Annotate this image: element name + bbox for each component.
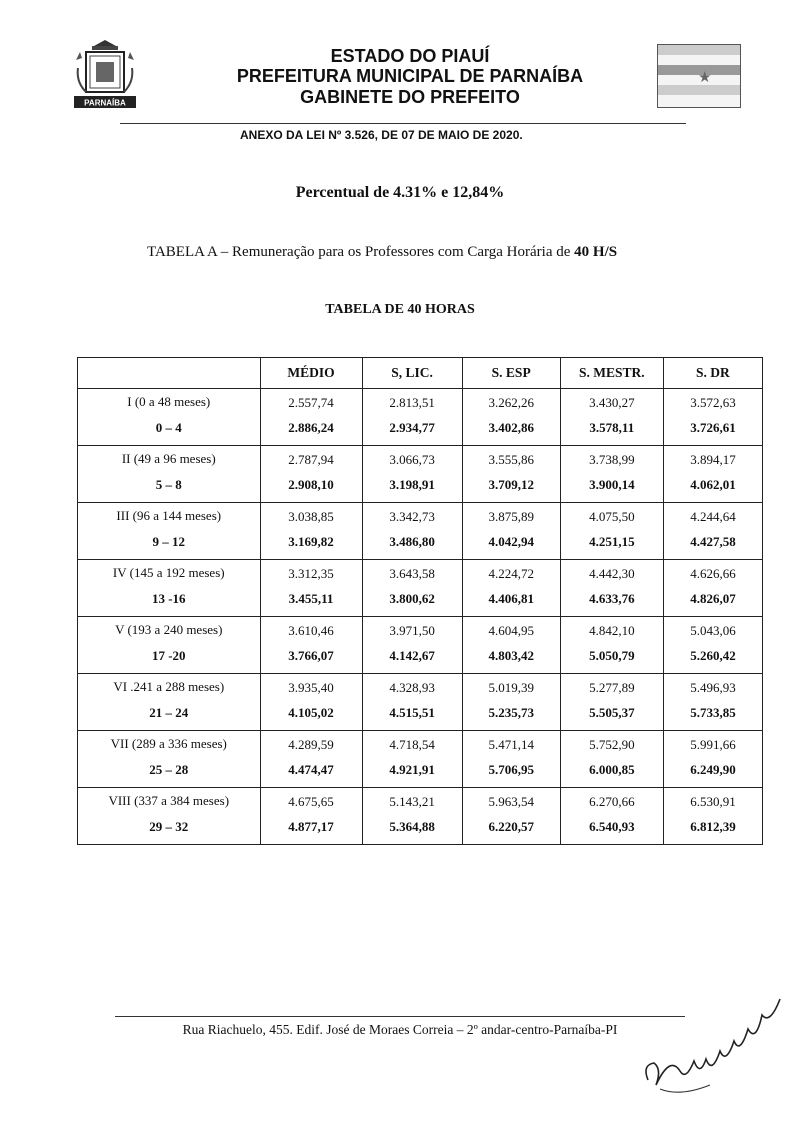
- salary-cell: [663, 617, 762, 674]
- state-flag-icon: ★: [657, 44, 741, 108]
- header-gabinete: GABINETE DO PREFEITO: [300, 87, 520, 107]
- salary-cell: [560, 446, 663, 503]
- salary-value: 3.935,40: [288, 680, 334, 695]
- salary-value: 5.963,54: [488, 794, 534, 809]
- level-range: 25 – 28: [149, 762, 189, 777]
- level-range: 0 – 4: [155, 420, 182, 435]
- salary-cell: [260, 560, 362, 617]
- salary-adjusted-value: 4.406,81: [488, 591, 534, 606]
- salary-value: 3.066,73: [389, 452, 435, 467]
- salary-value: 5.043,06: [690, 623, 736, 638]
- salary-value: 2.557,74: [288, 395, 334, 410]
- column-header-medio: MÉDIO: [260, 358, 362, 389]
- salary-adjusted-value: 5.364,88: [389, 819, 435, 834]
- salary-value: 3.894,17: [690, 452, 736, 467]
- salary-cell: [462, 560, 560, 617]
- salary-adjusted-value: 3.402,86: [488, 420, 534, 435]
- salary-adjusted-value: 2.934,77: [389, 420, 435, 435]
- salary-value: 5.143,21: [389, 794, 435, 809]
- tabela-a-hours: 40 H/S: [574, 244, 618, 260]
- salary-cell: [260, 674, 362, 731]
- salary-value: 3.610,46: [288, 623, 334, 638]
- header-state: ESTADO DO PIAUÍ: [330, 46, 490, 66]
- salary-adjusted-value: 3.198,91: [389, 477, 435, 492]
- footer-divider: [115, 1016, 685, 1017]
- salary-cell: [663, 560, 762, 617]
- level-label: II (49 a 96 meses): [121, 451, 216, 466]
- level-label: I (0 a 48 meses): [127, 394, 211, 409]
- salary-table: [77, 357, 763, 845]
- crest-label: PARNAÍBA: [84, 98, 126, 108]
- column-header-dr: S. DR: [663, 358, 762, 389]
- salary-adjusted-value: 4.633,76: [589, 591, 635, 606]
- salary-cell: [663, 389, 762, 446]
- salary-value: 4.675,65: [288, 794, 334, 809]
- level-cell: [78, 731, 261, 788]
- handwritten-signature: [640, 985, 790, 1105]
- salary-value: 6.530,91: [690, 794, 736, 809]
- salary-adjusted-value: 4.515,51: [389, 705, 435, 720]
- salary-cell: [663, 674, 762, 731]
- salary-value: 4.842,10: [589, 623, 635, 638]
- level-range: 13 -16: [151, 591, 186, 606]
- salary-adjusted-value: 6.540,93: [589, 819, 635, 834]
- salary-adjusted-value: 3.455,11: [288, 591, 334, 606]
- salary-adjusted-value: 6.220,57: [488, 819, 534, 834]
- salary-adjusted-value: 6.249,90: [690, 762, 736, 777]
- level-label: III (96 a 144 meses): [116, 508, 222, 523]
- salary-cell: [663, 788, 762, 845]
- salary-cell: [362, 503, 462, 560]
- table-row: [78, 674, 763, 731]
- salary-value: 3.738,99: [589, 452, 635, 467]
- salary-value: 4.075,50: [589, 509, 635, 524]
- salary-adjusted-value: 3.486,80: [389, 534, 435, 549]
- salary-cell: [663, 446, 762, 503]
- table-row: [78, 788, 763, 845]
- salary-cell: [560, 503, 663, 560]
- coat-of-arms-icon: [72, 38, 138, 110]
- salary-adjusted-value: 4.474,47: [288, 762, 334, 777]
- salary-cell: [462, 674, 560, 731]
- salary-adjusted-value: 2.886,24: [288, 420, 334, 435]
- salary-value: 3.430,27: [589, 395, 635, 410]
- salary-cell: [362, 389, 462, 446]
- level-range: 21 – 24: [149, 705, 189, 720]
- salary-cell: [260, 731, 362, 788]
- salary-cell: [663, 503, 762, 560]
- salary-adjusted-value: 4.062,01: [690, 477, 736, 492]
- salary-cell: [560, 788, 663, 845]
- salary-adjusted-value: 4.877,17: [288, 819, 334, 834]
- salary-cell: [462, 503, 560, 560]
- level-label: VI .241 a 288 meses): [113, 679, 225, 694]
- salary-cell: [362, 674, 462, 731]
- header-prefeitura: PREFEITURA MUNICIPAL DE PARNAÍBA: [236, 66, 584, 86]
- salary-adjusted-value: 5.260,42: [690, 648, 736, 663]
- salary-value: 3.038,85: [288, 509, 334, 524]
- salary-adjusted-value: 4.427,58: [690, 534, 736, 549]
- salary-cell: [560, 674, 663, 731]
- salary-value: 3.643,58: [389, 566, 435, 581]
- salary-adjusted-value: 3.800,62: [389, 591, 435, 606]
- salary-cell: [362, 731, 462, 788]
- salary-value: 4.626,66: [690, 566, 736, 581]
- salary-adjusted-value: 3.766,07: [288, 648, 334, 663]
- salary-adjusted-value: 4.803,42: [488, 648, 534, 663]
- salary-cell: [362, 560, 462, 617]
- salary-cell: [560, 389, 663, 446]
- salary-value: 4.224,72: [488, 566, 534, 581]
- salary-value: 4.442,30: [589, 566, 635, 581]
- salary-adjusted-value: 5.706,95: [488, 762, 534, 777]
- level-range: 29 – 32: [149, 819, 189, 834]
- level-cell: [78, 560, 261, 617]
- salary-value: 5.471,14: [488, 737, 534, 752]
- salary-value: 5.752,90: [589, 737, 635, 752]
- salary-cell: [560, 731, 663, 788]
- level-label: IV (145 a 192 meses): [112, 565, 225, 580]
- table-row: [78, 446, 763, 503]
- salary-value: 3.312,35: [288, 566, 334, 581]
- salary-cell: [663, 731, 762, 788]
- salary-value: 3.875,89: [488, 509, 534, 524]
- salary-value: 4.289,59: [288, 737, 334, 752]
- salary-value: 2.787,94: [288, 452, 334, 467]
- salary-cell: [260, 617, 362, 674]
- salary-value: 5.496,93: [690, 680, 736, 695]
- salary-cell: [260, 788, 362, 845]
- salary-value: 5.277,89: [589, 680, 635, 695]
- salary-adjusted-value: 5.733,85: [690, 705, 736, 720]
- table-header-row: [78, 358, 763, 389]
- salary-cell: [260, 389, 362, 446]
- level-cell: [78, 389, 261, 446]
- salary-value: 4.328,93: [389, 680, 435, 695]
- salary-value: 5.991,66: [690, 737, 736, 752]
- table-row: [78, 731, 763, 788]
- salary-adjusted-value: 5.505,37: [589, 705, 635, 720]
- salary-value: 5.019,39: [488, 680, 534, 695]
- salary-value: 6.270,66: [589, 794, 635, 809]
- salary-value: 4.604,95: [488, 623, 534, 638]
- salary-cell: [362, 617, 462, 674]
- salary-adjusted-value: 6.812,39: [690, 819, 736, 834]
- level-cell: [78, 503, 261, 560]
- salary-adjusted-value: 4.826,07: [690, 591, 736, 606]
- tabela-a-text: TABELA A – Remuneração para os Professores com Carga Horária de: [147, 244, 571, 260]
- table-title: TABELA DE 40 HORAS: [325, 302, 475, 317]
- salary-cell: [260, 446, 362, 503]
- salary-cell: [560, 617, 663, 674]
- level-label: VIII (337 a 384 meses): [108, 793, 230, 808]
- table-row: [78, 503, 763, 560]
- salary-adjusted-value: 4.105,02: [288, 705, 334, 720]
- salary-value: 4.244,64: [690, 509, 736, 524]
- level-cell: [78, 788, 261, 845]
- salary-value: 3.342,73: [389, 509, 435, 524]
- salary-adjusted-value: 4.142,67: [389, 648, 435, 663]
- salary-cell: [462, 731, 560, 788]
- percentual-heading: Percentual de 4.31% e 12,84%: [295, 184, 505, 201]
- salary-cell: [560, 560, 663, 617]
- salary-adjusted-value: 3.169,82: [288, 534, 334, 549]
- salary-adjusted-value: 3.726,61: [690, 420, 736, 435]
- salary-value: 4.718,54: [389, 737, 435, 752]
- table-row: [78, 389, 763, 446]
- salary-adjusted-value: 3.900,14: [589, 477, 635, 492]
- level-range: 17 -20: [151, 648, 186, 663]
- salary-adjusted-value: 2.908,10: [288, 477, 334, 492]
- salary-cell: [362, 788, 462, 845]
- table-row: [78, 560, 763, 617]
- salary-value: 2.813,51: [389, 395, 435, 410]
- level-label: V (193 a 240 meses): [115, 622, 223, 637]
- level-label: VII (289 a 336 meses): [110, 736, 227, 751]
- salary-value: 3.971,50: [389, 623, 435, 638]
- level-cell: [78, 617, 261, 674]
- salary-adjusted-value: 3.709,12: [488, 477, 534, 492]
- salary-adjusted-value: 4.042,94: [488, 534, 534, 549]
- salary-adjusted-value: 4.251,15: [589, 534, 635, 549]
- footer-address: Rua Riachuelo, 455. Edif. José de Moraes Correia – 2º andar-centro-Parnaíba-PI: [182, 1022, 618, 1037]
- salary-cell: [462, 788, 560, 845]
- salary-value: 3.572,63: [690, 395, 736, 410]
- column-header-lic: S, LIC.: [362, 358, 462, 389]
- salary-cell: [462, 617, 560, 674]
- salary-adjusted-value: 5.050,79: [589, 648, 635, 663]
- table-row: [78, 617, 763, 674]
- level-range: 9 – 12: [152, 534, 185, 549]
- level-cell: [78, 674, 261, 731]
- salary-adjusted-value: 5.235,73: [488, 705, 534, 720]
- salary-value: 3.262,26: [488, 395, 534, 410]
- salary-adjusted-value: 3.578,11: [589, 420, 635, 435]
- column-header-mestr: S. MESTR.: [560, 358, 663, 389]
- annex-title: ANEXO DA LEI Nº 3.526, DE 07 DE MAIO DE 2020.: [240, 128, 523, 142]
- header-divider: [120, 123, 686, 124]
- level-cell: [78, 446, 261, 503]
- column-header-esp: S. ESP: [462, 358, 560, 389]
- salary-adjusted-value: 6.000,85: [589, 762, 635, 777]
- salary-adjusted-value: 4.921,91: [389, 762, 435, 777]
- column-header-level: [78, 358, 261, 389]
- salary-table-body: [78, 389, 763, 845]
- salary-cell: [362, 446, 462, 503]
- salary-value: 3.555,86: [488, 452, 534, 467]
- tabela-a-caption: [147, 244, 617, 261]
- level-range: 5 – 8: [155, 477, 182, 492]
- salary-cell: [260, 503, 362, 560]
- salary-cell: [462, 446, 560, 503]
- salary-cell: [462, 389, 560, 446]
